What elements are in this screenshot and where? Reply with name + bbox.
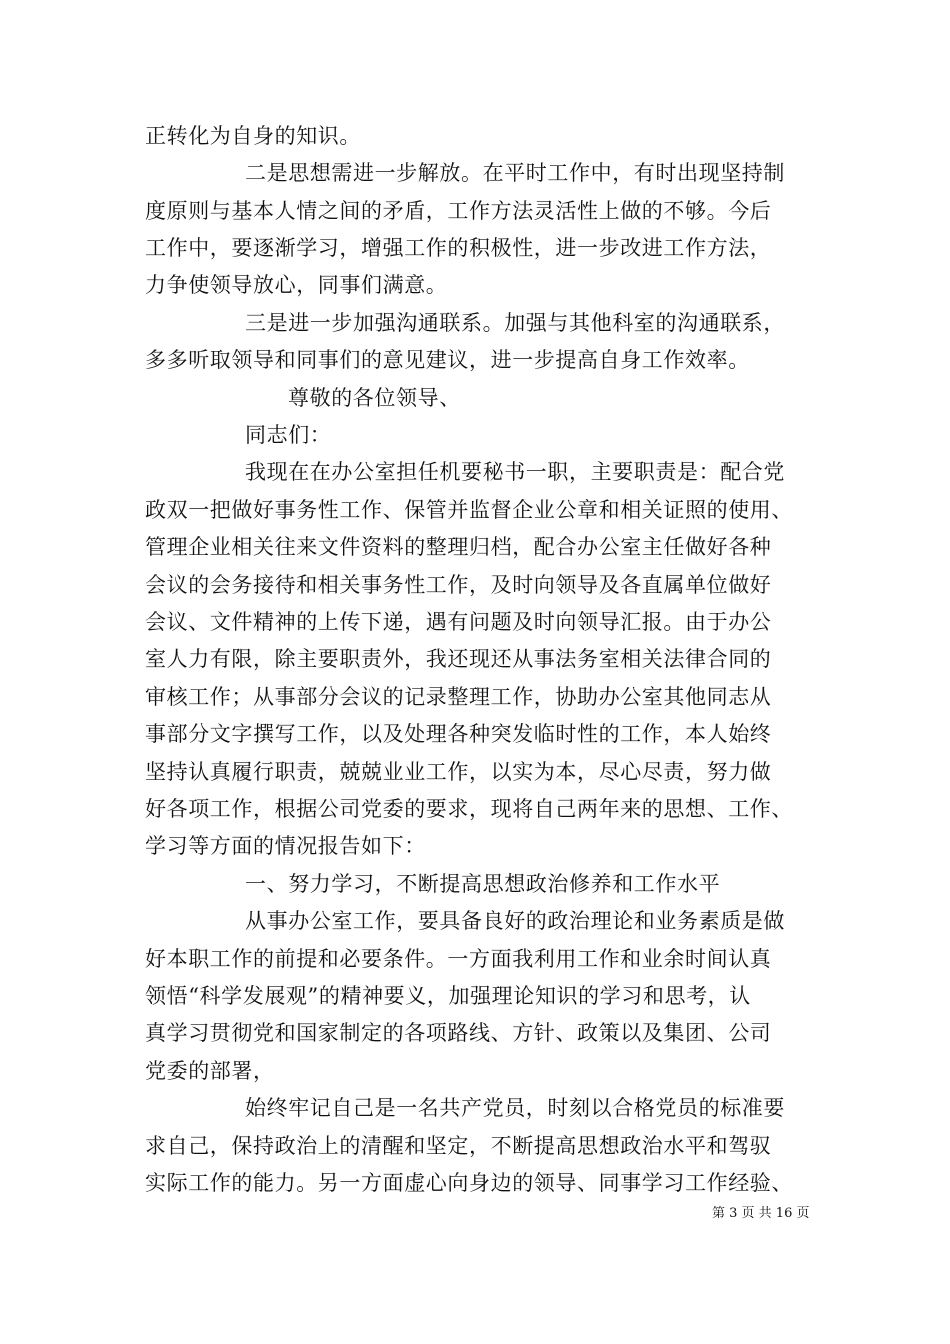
text-line: 从事办公室工作，要具备良好的政治理论和业务素质是做 [245, 909, 785, 933]
text-line: 政双一把做好事务性工作、保管并监督企业公章和相关证照的使用、 [145, 498, 793, 522]
text-line: 尊敬的各位领导、 [288, 386, 461, 410]
text-line: 会议、文件精神的上传下递，遇有问题及时向领导汇报。由于办公 [145, 610, 772, 634]
text-line: 审核工作；从事部分会议的记录整理工作，协助办公室其他同志从 [145, 685, 772, 709]
text-line: 度原则与基本人情之间的矛盾，工作方法灵活性上做的不够。今后 [145, 199, 772, 223]
text-line: 领悟“科学发展观”的精神要义，加强理论知识的学习和思考，认 [145, 984, 751, 1008]
text-line: 正转化为自身的知识。 [145, 124, 361, 148]
text-line: 工作中，要逐渐学习，增强工作的积极性，进一步改进工作方法， [145, 236, 772, 260]
text-line: 好本职工作的前提和必要条件。一方面我利用工作和业余时间认真 [145, 947, 772, 971]
page-number-footer: 第 3 页 共 16 页 [712, 1206, 810, 1221]
text-line: 会议的会务接待和相关事务性工作，及时向领导及各直属单位做好 [145, 573, 772, 597]
text-line: 同志们： [245, 423, 332, 447]
text-line: 事部分文字撰写工作，以及处理各种突发临时性的工作，本人始终 [145, 722, 772, 746]
text-line: 始终牢记自己是一名共产党员，时刻以合格党员的标准要 [245, 1096, 785, 1120]
text-line: 室人力有限，除主要职责外，我还现还从事法务室相关法律合同的 [145, 647, 772, 671]
text-line: 多多听取领导和同事们的意见建议，进一步提高自身工作效率。 [145, 348, 750, 372]
text-line: 好各项工作，根据公司党委的要求，现将自己两年来的思想、工作、 [145, 797, 793, 821]
text-line: 真学习贯彻党和国家制定的各项路线、方针、政策以及集团、公司 [145, 1021, 772, 1045]
text-line: 三是进一步加强沟通联系。加强与其他科室的沟通联系， [245, 311, 785, 335]
text-line: 求自己，保持政治上的清醒和坚定，不断提高思想政治水平和驾驭 [145, 1134, 772, 1158]
text-line: 力争使领导放心，同事们满意。 [145, 273, 448, 297]
text-line: 二是思想需进一步解放。在平时工作中，有时出现坚持制 [245, 161, 785, 185]
text-line: 管理企业相关往来文件资料的整理归档，配合办公室主任做好各种 [145, 535, 772, 559]
section-heading: 一、努力学习，不断提高思想政治修养和工作水平 [245, 872, 721, 896]
text-line: 学习等方面的情况报告如下： [145, 834, 426, 858]
text-line: 我现在在办公室担任机要秘书一职，主要职责是：配合党 [245, 460, 785, 484]
text-line: 坚持认真履行职责，兢兢业业工作，以实为本，尽心尽责，努力做 [145, 760, 772, 784]
text-line: 党委的部署， [145, 1059, 275, 1083]
text-line: 实际工作的能力。另一方面虚心向身边的领导、同事学习工作经验、 [145, 1171, 793, 1195]
